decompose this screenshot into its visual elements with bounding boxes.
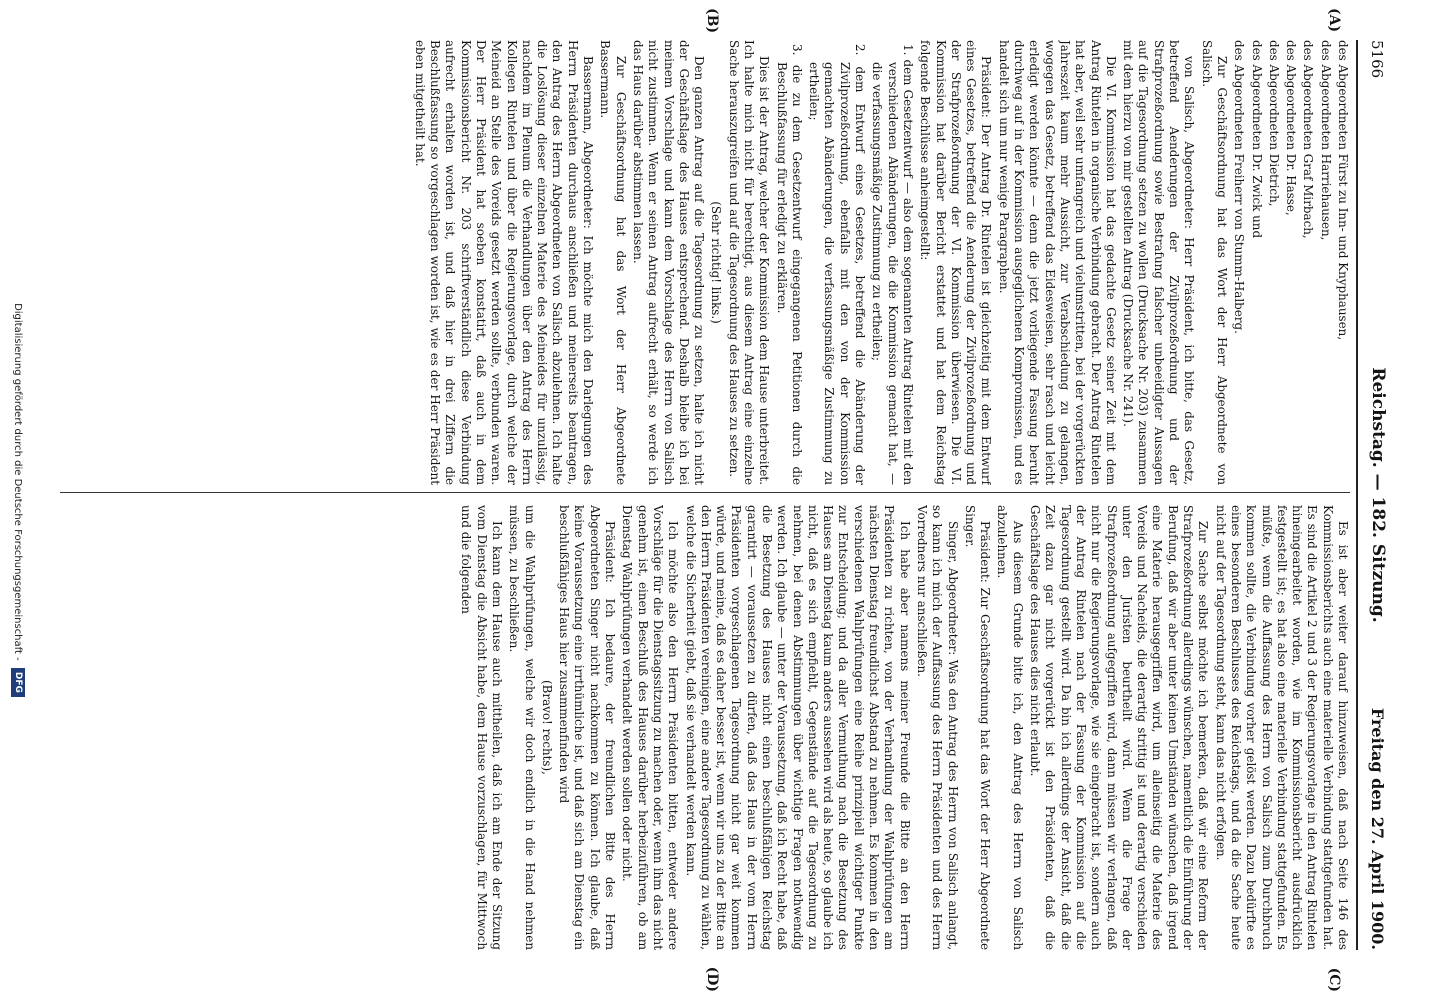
margin-marker-b: (B)	[704, 8, 720, 34]
margin-marker-a: (A)	[1326, 8, 1342, 33]
column-divider	[60, 492, 1350, 493]
paragraph: von Salisch, Abgeordneter: Herr Präsident, ich bitte, das Gesetz, betreffend Aenderungen der Zivilprozeßordnung und der Strafprozeßordnung sowie Bestrafung falscher unbeeidigter Aussagen auf die Tagesordnung setzen zu wollen (Drucksache Nr. 203) zusammen mit dem hierzu von mir gestellten Antrag (Drucksache Nr. 241).	[1121, 40, 1197, 485]
paragraph: Den ganzen Antrag auf die Tagesordnung zu setzen, halte ich nicht der Geschäftslage des Hauses entsprechend. Deshalb bleibe ich bei meinem Vorschlage und kann dem Vorschlage des Herrn von Salisch nicht zustimmen. Wenn er seinen Antrag aufrecht erhält, so werde ich das Haus darüber abstimmen lassen.	[630, 40, 707, 485]
digitization-credit	[11, 0, 25, 1000]
dfg-logo: DFG	[11, 668, 25, 697]
right-text-column	[50, 505, 1350, 950]
session-date: Freitag den 27. April 1900.	[1368, 707, 1387, 950]
paragraph: Ich möchte also den Herrn Präsidenten bitten, entweder andere Vorschläge für die Dienstagssitzung zu machen oder, wenn ihm das nicht genehm ist, einen Beschluß des Hauses darüber herbeizuführen, ob am Dienstag Wahlprüfungen verhandelt werden sollen oder nicht.	[620, 505, 681, 950]
paragraph: (Sehr richtig! links.)	[709, 201, 724, 324]
paragraph: Ich habe aber namens meiner Freunde die Bitte an den Herrn Präsidenten zu richten, von der Verhandlung der Wahlprüfungen am nächsten Dienstag freundlichst Abstand zu nehmen. Es kommen in den verschiedenen Wahlprüfungen eine Reihe prinzipiell wichtiger Punkte zur Entscheidung; und da aller Vermuthung nach die Besetzung des Hauses am Dienstag kaum anders aussehen wird als heute, so glaube ich nicht, daß es sich empfiehlt, Gegenstände auf die Tagesordnung zu nehmen, bei denen Abstimmungen über wichtige Fragen nothwendig werden. Ich glaube — unter der Voraussetzung, daß ich Recht habe, daß die Besetzung des Hauses nicht einen beschlußfähigen Reichstag garantirt — voraussetzen zu dürfen, daß das Haus in der vom Herrn Präsidenten vorgeschlagenen Tagesordnung nicht gar weit kommen würde, und meine, daß es daher besser ist, wenn wir uns zu der Bitte an den Herrn Präsidenten vereinigen, eine andere Tagesordnung zu wählen, welche die Sicherheit giebt, daß sie verhandelt werden kann.	[683, 505, 912, 950]
paragraph: Präsident: Der Antrag Dr. Rintelen ist gleichzeitig mit dem Entwurf eines Gesetzes, betreffend die Aenderung der Zivilprozeßordnung und der Strafprozeßordnung der VI. Kommission überwiesen. Die VI. Kommission hat darüber Bericht erstattet und hat dem Reichstag folgende Beschlüsse anheimgestellt:	[918, 40, 994, 485]
credit-text: Digitalisierung gefördert durch die Deutsche Forschungsgemeinschaft -	[12, 303, 23, 661]
paragraph: des Abgeordneten Graf Mirbach,	[1301, 40, 1316, 239]
paragraph: Aus diesem Grunde bitte ich, den Antrag des Herrn von Salisch abzulehnen.	[995, 505, 1025, 950]
paragraph: Ich kann dem Hause auch mittheilen, daß ich am Ende der Sitzung vom Dienstag die Absicht habe, dem Hause vorzuschlagen, für Mittwoch und die folgenden	[459, 505, 504, 950]
paragraph: Präsident: Ich bedaure, der freundlichen Bitte des Herrn Abgeordneten Singer nicht nachkommen zu können. Ich glaube, daß keine Voraussetzung eine irrthümliche ist, und daß sich am Dienstag ein beschlußfähiges Haus hier zusammenfinden wird	[557, 505, 618, 950]
paragraph: Die VI. Kommission hat das gedachte Gesetz seiner Zeit mit dem Antrag Rintelen in organische Verbindung gebracht. Der Antrag Rintelen hat aber, weil sehr umfangreich und vielumstritten, bei der vorgerückten Jahreszeit kaum mehr Aussicht, zur Verabschiedung zu gelangen, wogegen das Gesetz, betreffend das Eidesweisen, sehr rasch und leicht erledigt werden könnte — denn die jetzt vorliegende Fassung beruht durchweg auf in der Kommission ausgeglichenen Kompromissen, und es handelt sich um nur wenige Paragraphen.	[996, 40, 1118, 485]
paragraph: Dies ist der Antrag, welcher der Kommission dem Hause unterbreitet. Ich halte mich nicht für berechtigt, aus diesem Antrag eine einzelne Sache herauszugreifen und auf die Tagesordnung des Hauses zu setzen.	[726, 40, 772, 485]
left-text-column	[50, 40, 1350, 485]
paragraph: um die Wahlprüfungen, welche wir doch endlich in die Hand nehmen müssen, zu beschließen.	[507, 505, 537, 950]
margin-marker-d: (D)	[704, 966, 720, 992]
paragraph: Bassermann, Abgeordneter: Ich möchte mich den Darlegungen des Herrn Präsidenten durchaus anschließen und meinerseits beantragen, den Antrag des Herrn Abgeordneten von Salisch abzulehnen. Ich halte die Loslösung dieser einzelnen Materie des Meineides für unzulässig, nachdem im Plenum die Verhandlungen über den Antrag des Herrn Kollegen Rintelen und über die Regierungsvorlage, durch welche der Meineid an Stelle des Voreids gesetzt werden sollte, verbunden waren. Der Herr Präsident hat soeben konstatirt, daß auch in dem Kommissionsbericht Nr. 203 schriftverständlich diese Verbindung aufrecht erhalten worden ist, und daß hier in drei Ziffern die Beschlußfassung so vorgeschlagen worden ist, wie es der Herr Präsident eben mitgetheilt hat.	[412, 40, 596, 485]
running-header	[1356, 40, 1390, 950]
paragraph: Zur Geschäftsordnung hat das Wort der Herr Abgeordnete von Salisch.	[1199, 40, 1229, 485]
session-title: Reichstag. — 182. Sitzung.	[1368, 367, 1388, 623]
paragraph: Es ist aber weiter darauf hinzuweisen, daß nach Seite 146 des Kommissionsberichts auch eine materielle Verbindung stattgefunden hat. Es sind die Artikel 2 und 3 der Regierungsvorlage in den Antrag Rintelen hineingearbeitet worden, wie im Kommissionsbericht ausdrücklich festgestellt ist; es hat also eine materielle Verbindung stattgefunden. Es müßte, wenn die Auffassung des Herrn von Salisch zum Durchbruch kommen sollte, die Verbindung vorher gelöst werden. Dazu bedürfte es eines besonderen Beschlusses des Reichstags, und da die Sache heute nicht auf der Tagesordnung steht, kann das nicht erfolgen.	[1213, 505, 1350, 950]
paragraph: 3. die zu dem Gesetzentwurf eingegangenen Petitionen durch die Beschlußfassung für erledigt zu erklären.	[774, 44, 804, 485]
paragraph: Singer, Abgeordneter: Was den Antrag des Herrn von Salisch anlangt, so kann ich mich der Auffassung des Herrn Präsidenten und des Herrn Vorredners nur anschließen.	[914, 505, 960, 950]
margin-marker-c: (C)	[1326, 967, 1342, 992]
paragraph: des Abgeordneten Fürst zu Inn- und Knyphausen,	[1336, 40, 1350, 341]
paragraph: des Abgeordneten Dr. Hasse,	[1284, 40, 1299, 216]
paragraph: 2. dem Entwurf eines Gesetzes, betreffend die Abänderung der Zivilprozeßordnung, ebenfalls mit den von der Kommission gemachten Abänderungen, die verfassungsmäßige Zustimmung zu ertheilen;	[807, 44, 868, 485]
paragraph: Präsident: Zur Geschäftsordnung hat das Wort der Herr Abgeordnete Singer.	[962, 505, 993, 950]
paragraph: (Bravo! rechts),	[539, 680, 554, 775]
page-number: 5166	[1368, 40, 1386, 79]
paragraph: Zur Sache selbst möchte ich bemerken, daß wir eine Reform der Strafprozeßordnung allerdings wünschen, namentlich die Einführung der Berufung, daß wir aber unter keinen Umständen wünschen, daß irgend eine Materie herausgegriffen wird, um alleinseitig die Materie des Voreids und Nacheids, die derartig strittig ist und derartig verschieden unter den Juristen beurtheilt wird. Wenn die Frage der Strafprozeßordnung aufgegriffen wird, dann müssen wir verlangen, daß nicht nur die Regierungsvorlage, wie sie eingebracht ist, sondern auch der Antrag Rintelen nach der Fassung der Kommission auf die Tagesordnung gestellt wird. Da bin ich allerdings der Ansicht, daß die Zeit dazu gar nicht vorgerückt ist den Präsidenten, daß die Geschäftslage des Hauses dies nicht erlaubt.	[1028, 505, 1211, 950]
paragraph: des Abgeordneten Dietrich,	[1266, 40, 1281, 207]
paragraph: 1. dem Gesetzentwurf — also dem sogenannten Antrag Rintelen mit den verschiedenen Abänderungen, die die Kommission gemacht hat, — die verfassungsmäßige Zustimmung zu ertheilen;	[870, 44, 915, 485]
paragraph: Zur Geschäftsordnung hat das Wort der Herr Abgeordnete Bassermann.	[598, 40, 628, 485]
paragraph: des Abgeordneten Freiherr von Stumm-Halberg.	[1232, 40, 1247, 334]
paragraph: des Abgeordneten Dr. Zwick und	[1249, 40, 1264, 239]
paragraph: des Abgeordneten Harriehausen,	[1318, 40, 1333, 241]
